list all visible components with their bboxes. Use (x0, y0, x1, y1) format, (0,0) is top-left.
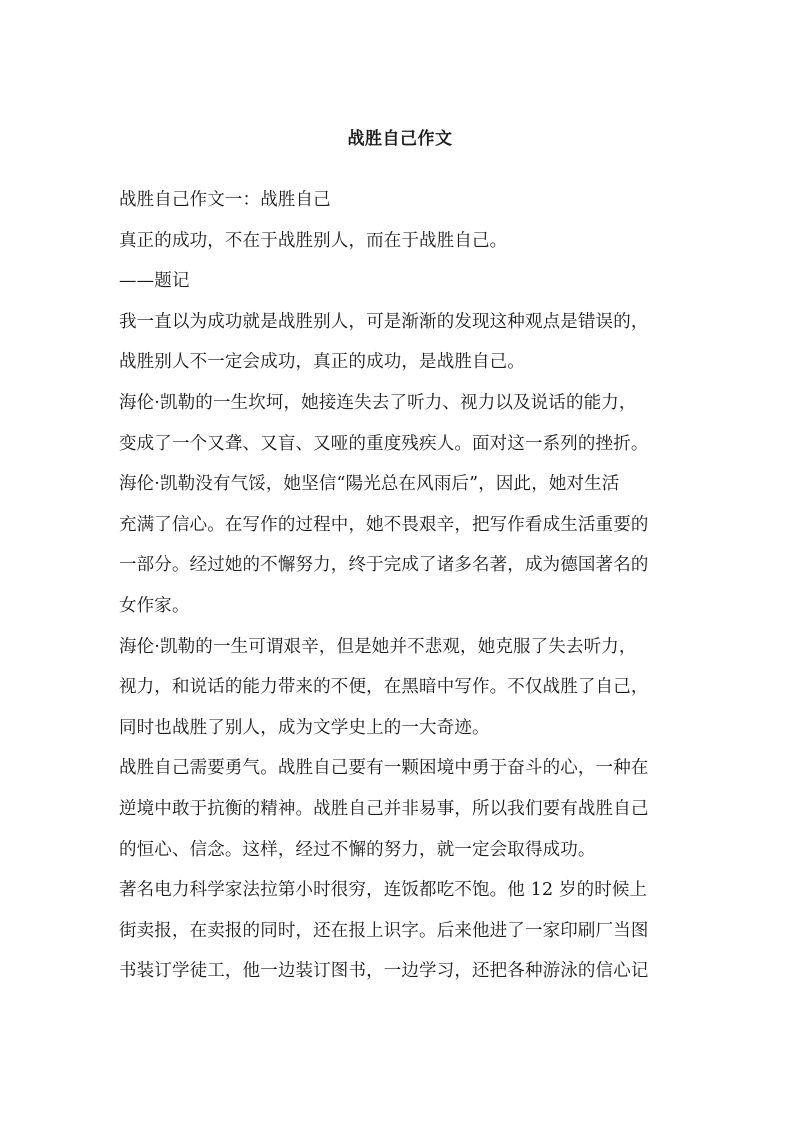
text-line: 变成了一个又聋、又盲、又哑的重度残疾人。面对这一系列的挫折。 (119, 433, 649, 454)
text-line: 著名电力科学家法拉第小时很穷，连饭都吃不饱。他 12 岁的时候上 (119, 880, 648, 901)
text-line: 街卖报，在卖报的同时，还在报上识字。后来他进了一家印刷厂当图 (119, 920, 649, 941)
text-line: 战胜别人不一定会成功，真正的成功，是战胜自己。 (119, 352, 525, 373)
text-line: 视力，和说话的能力带来的不便，在黑暗中写作。不仅战胜了自己， (119, 677, 649, 698)
text-line: 海伦·凯勒没有气馁，她坚信“陽光总在风雨后”，因此，她对生活 (119, 474, 620, 495)
text-line: 女作家。 (119, 595, 190, 616)
text-line: 一部分。经过她的不懈努力，终于完成了诸多名著，成为德国著名的 (119, 555, 649, 576)
text-line: 战胜自己作文一：战胜自己 (119, 190, 331, 210)
document-body (119, 180, 689, 992)
text-line: 同时也战胜了别人，成为文学史上的一大奇迹。 (119, 717, 490, 738)
text-line: 充满了信心。在写作的过程中，她不畏艰辛，把写作看成生活重要的 (119, 514, 649, 535)
text-line: 逆境中敢于抗衡的精神。战胜自己并非易事，所以我们要有战胜自己 (119, 798, 649, 819)
text-line: 的恒心、信念。这样，经过不懈的努力，就一定会取得成功。 (119, 839, 596, 860)
text-line: 真正的成功，不在于战胜别人，而在于战胜自己。 (119, 230, 508, 251)
text-line: 战胜自己需要勇气。战胜自己要有一颗困境中勇于奋斗的心，一种在 (119, 758, 649, 779)
text-line: 海伦·凯勒的一生坎坷，她接连失去了听力、视力以及说话的能力， (119, 392, 637, 413)
text-line: 我一直以为成功就是战胜别人，可是渐渐的发现这种观点是错误的， (119, 311, 649, 332)
text-line: 海伦·凯勒的一生可谓艰辛，但是她并不悲观，她克服了失去听力， (119, 636, 637, 657)
text-line: ——题记 (119, 271, 190, 292)
text-line: 书装订学徒工，他一边装订图书，一边学习，还把各种游泳的信心记 (119, 961, 649, 982)
document-title: 战胜自己作文 (347, 129, 453, 149)
